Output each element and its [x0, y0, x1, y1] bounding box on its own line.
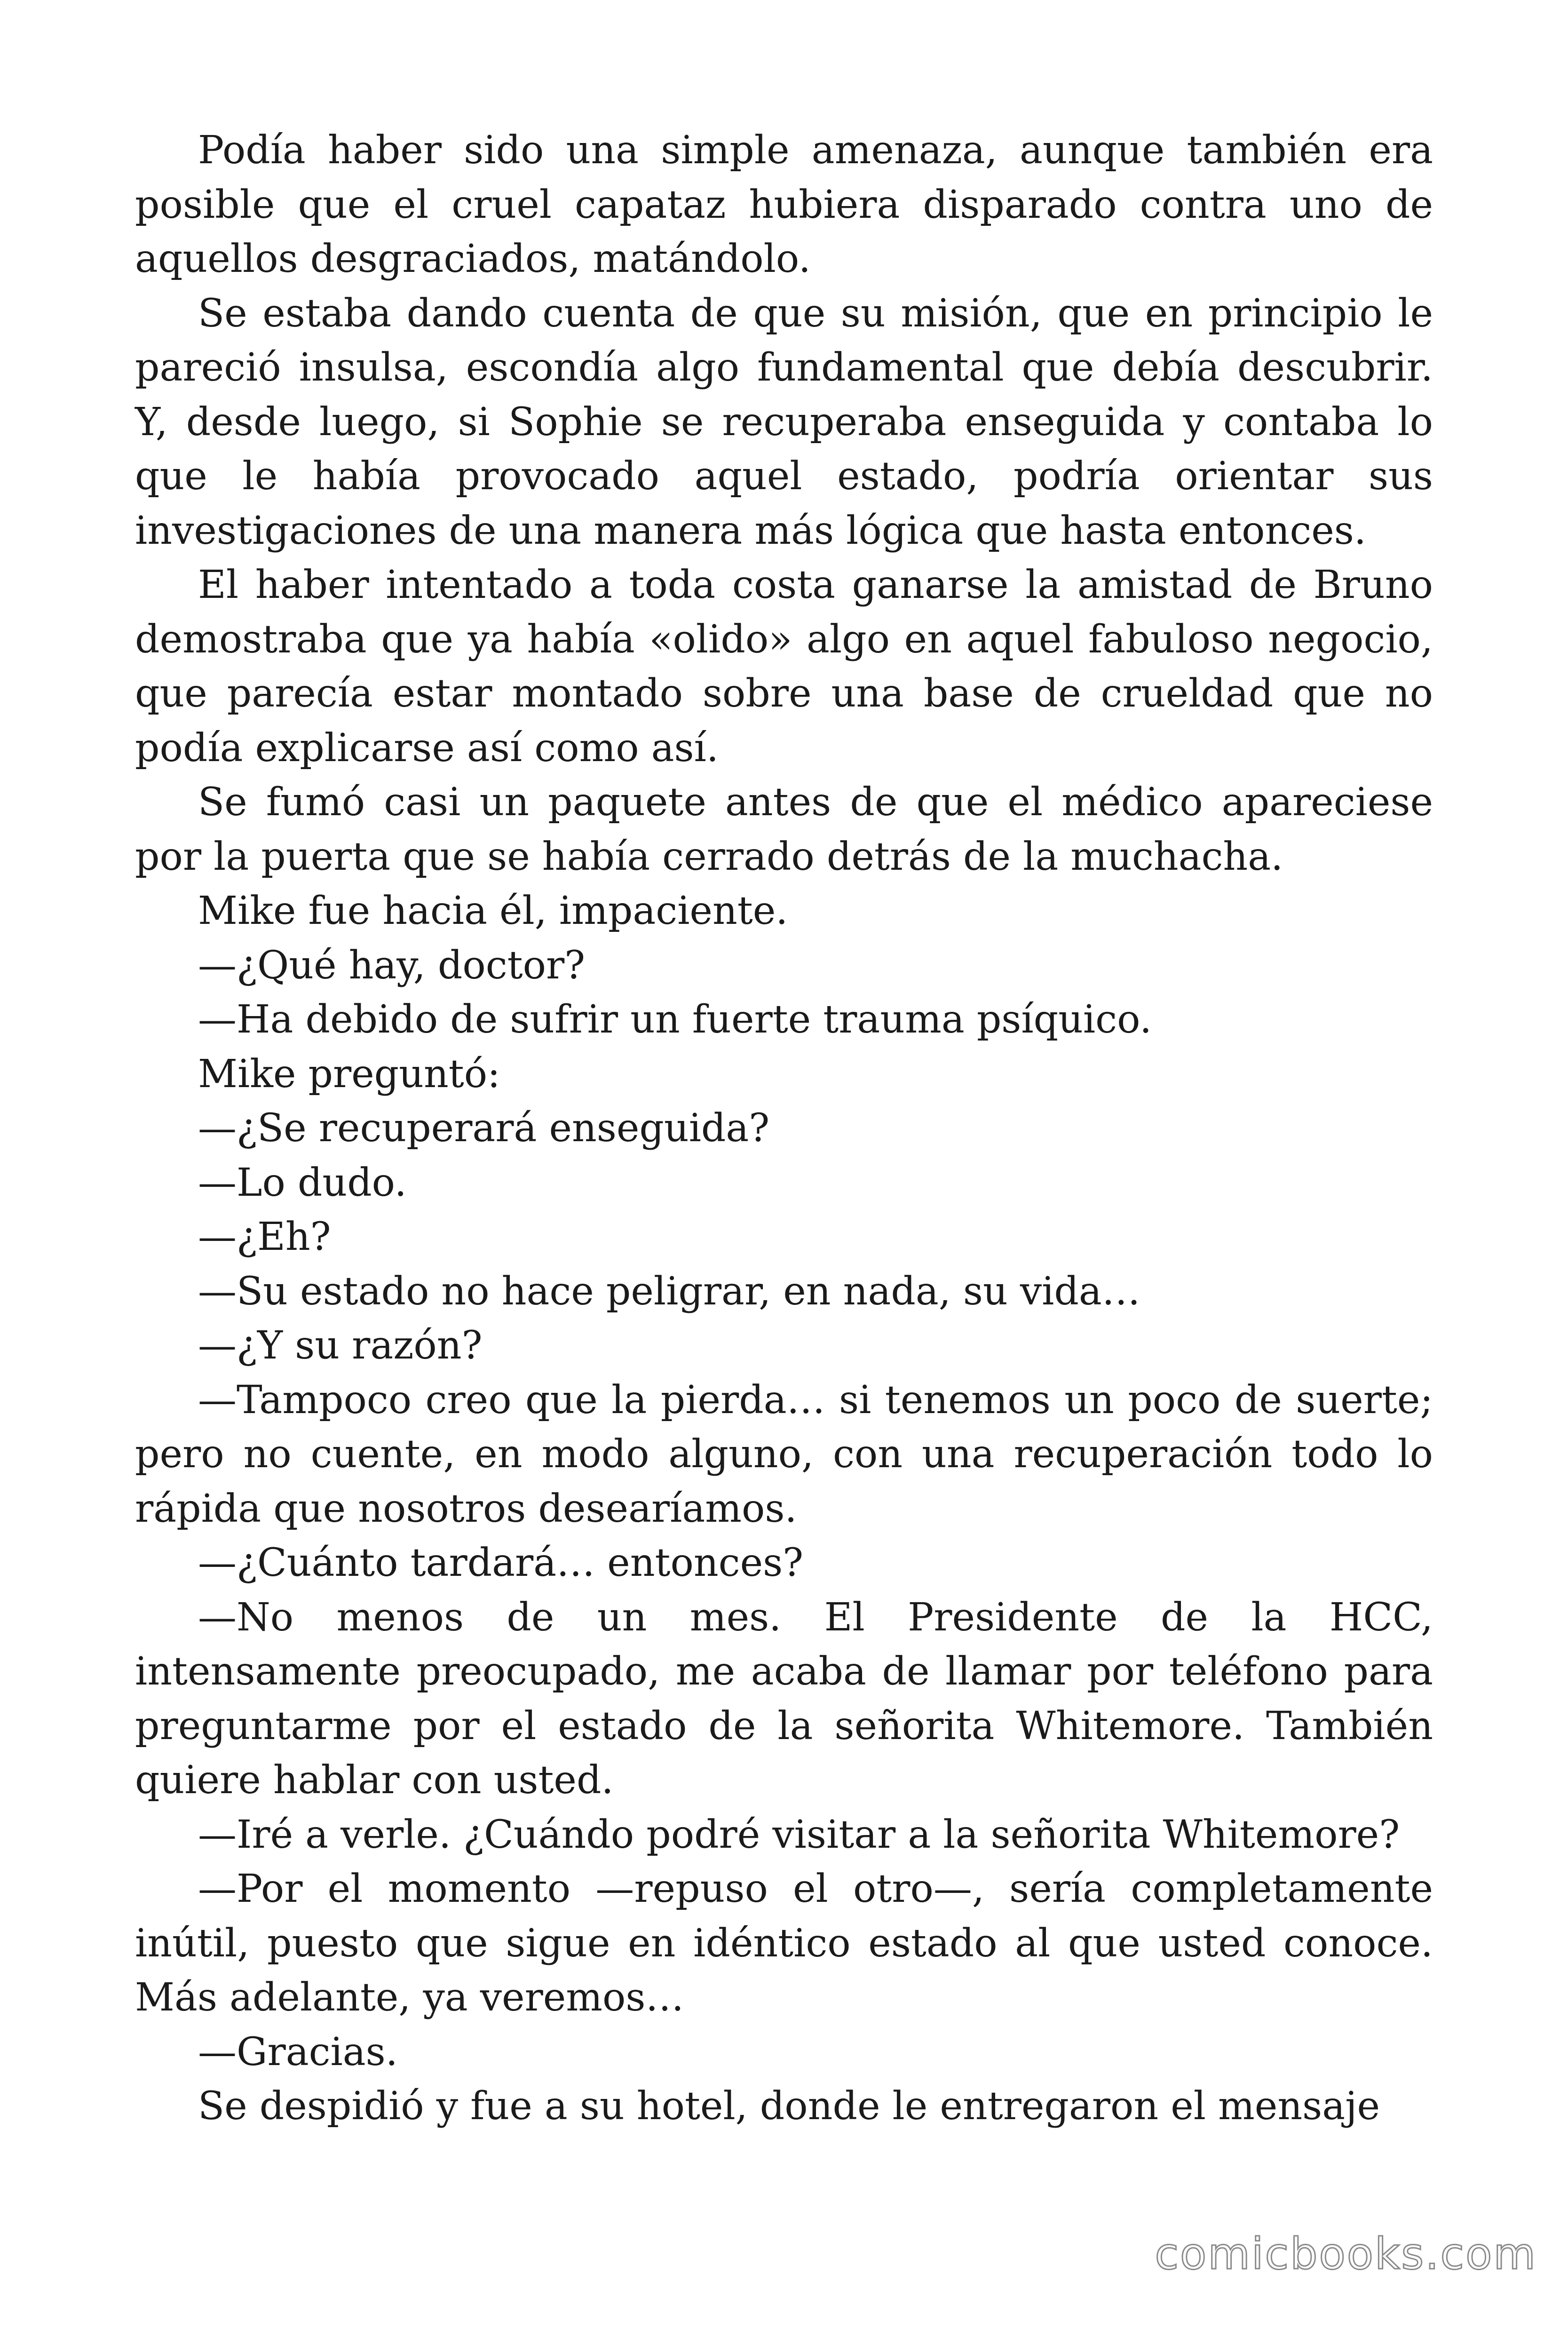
- dialogue-line: —No menos de un mes. El Presidente de la HCC, intensamente preocupado, me acaba de llamar por teléfono para preguntarme por el estado de la señorita Whitemore. También quiere hablar con usted.: [135, 1595, 1433, 1803]
- dialogue-line: —¿Eh?: [198, 1215, 331, 1259]
- dialogue-line: —¿Cuánto tardará… entonces?: [198, 1541, 804, 1585]
- dialogue-line: —Tampoco creo que la pierda… si tenemos un poco de suerte; pero no cuente, en modo alguno, con una recuperación todo lo rápida que nosotros desearíamos.: [135, 1377, 1433, 1531]
- dialogue-line: —Su estado no hace peligrar, en nada, su vida…: [198, 1269, 1140, 1314]
- dialogue-line: —Por el momento —repuso el otro—, sería completamente inútil, puesto que sigue en idéntico estado al que usted conoce. Más adelante, ya veremos…: [135, 1867, 1433, 2020]
- watermark: comicbooks.com: [1155, 2229, 1537, 2279]
- paragraph: Se estaba dando cuenta de que su misión, que en principio le pareció insulsa, escondía algo fundamental que debía descubrir. Y, desde luego, si Sophie se recuperaba enseguida y contaba lo que le había provocado aquel estado, podría orientar sus investigaciones de una manera más lógica que hasta entonces.: [135, 291, 1433, 553]
- paragraph: Mike fue hacia él, impaciente.: [198, 889, 788, 933]
- body-text: [135, 123, 1433, 2134]
- dialogue-line: —¿Se recuperará enseguida?: [198, 1106, 770, 1151]
- dialogue-line: —¿Y su razón?: [198, 1323, 483, 1368]
- paragraph: Se fumó casi un paquete antes de que el médico apareciese por la puerta que se había cerrado detrás de la muchacha.: [135, 780, 1433, 879]
- dialogue-line: —Lo dudo.: [198, 1160, 407, 1205]
- dialogue-line: —Gracias.: [198, 2029, 398, 2074]
- dialogue-line: —¿Qué hay, doctor?: [198, 943, 586, 988]
- paragraph: El haber intentado a toda costa ganarse la amistad de Bruno demostraba que ya había «olido» algo en aquel fabuloso negocio, que parecía estar montado sobre una base de crueldad que no podía explicarse así como así.: [135, 563, 1433, 771]
- paragraph: Podía haber sido una simple amenaza, aunque también era posible que el cruel capataz hubiera disparado contra uno de aquellos desgraciados, matándolo.: [135, 128, 1433, 281]
- paragraph: Mike preguntó:: [198, 1051, 500, 1097]
- dialogue-line: —Iré a verle. ¿Cuándo podré visitar a la señorita Whitemore?: [198, 1812, 1400, 1857]
- paragraph: Se despidió y fue a su hotel, donde le entregaron el mensaje: [198, 2084, 1380, 2129]
- dialogue-line: —Ha debido de sufrir un fuerte trauma psíquico.: [198, 997, 1152, 1042]
